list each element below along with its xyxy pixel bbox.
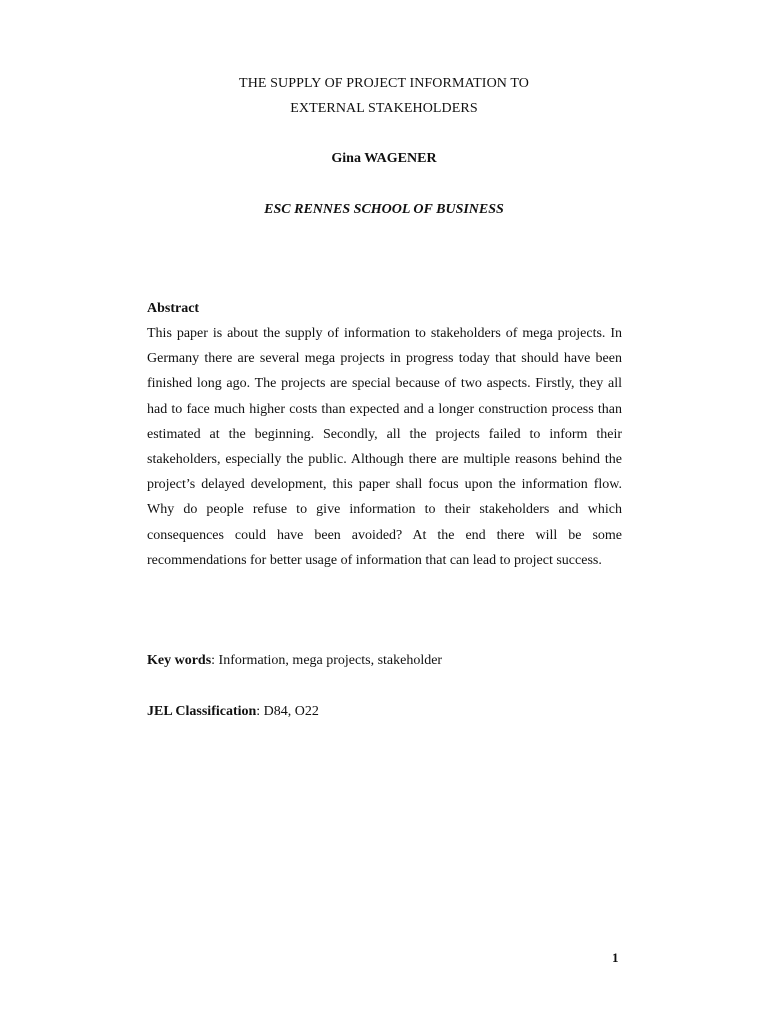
author-name: Gina WAGENER [331,151,437,166]
keywords-line [147,653,442,669]
page-number: 1 [612,950,619,965]
keywords-value: : Information, mega projects, stakeholder [211,653,443,668]
keywords-label: Key words [147,653,212,668]
author-affiliation: ESC RENNES SCHOOL OF BUSINESS [264,202,504,217]
abstract-heading: Abstract [147,301,200,316]
jel-classification-line [147,704,319,720]
jel-label: JEL Classification [147,704,257,719]
abstract-text: This paper is about the supply of information to stakeholders of mega projects. In Germany there are several mega projects in progress today that should have been finished long ago. The projects are special because of two aspects. Firstly, they all had to face much higher costs than expected and a longer construction process than estimated at the beginning. Secondly, all the projects failed to inform their stakeholders, especially the public. Although there are multiple reasons behind the project’s delayed development, this paper shall focus upon the information flow. Why do people refuse to give information to their stakeholders and which consequences could have been avoided? At the end there will be some recommendations for better usage of information that can lead to project success. [147,326,622,568]
paper-title-line-2: EXTERNAL STAKEHOLDERS [290,101,478,116]
jel-value: : D84, O22 [256,704,319,719]
paper-title-line-1: THE SUPPLY OF PROJECT INFORMATION TO [239,76,529,91]
